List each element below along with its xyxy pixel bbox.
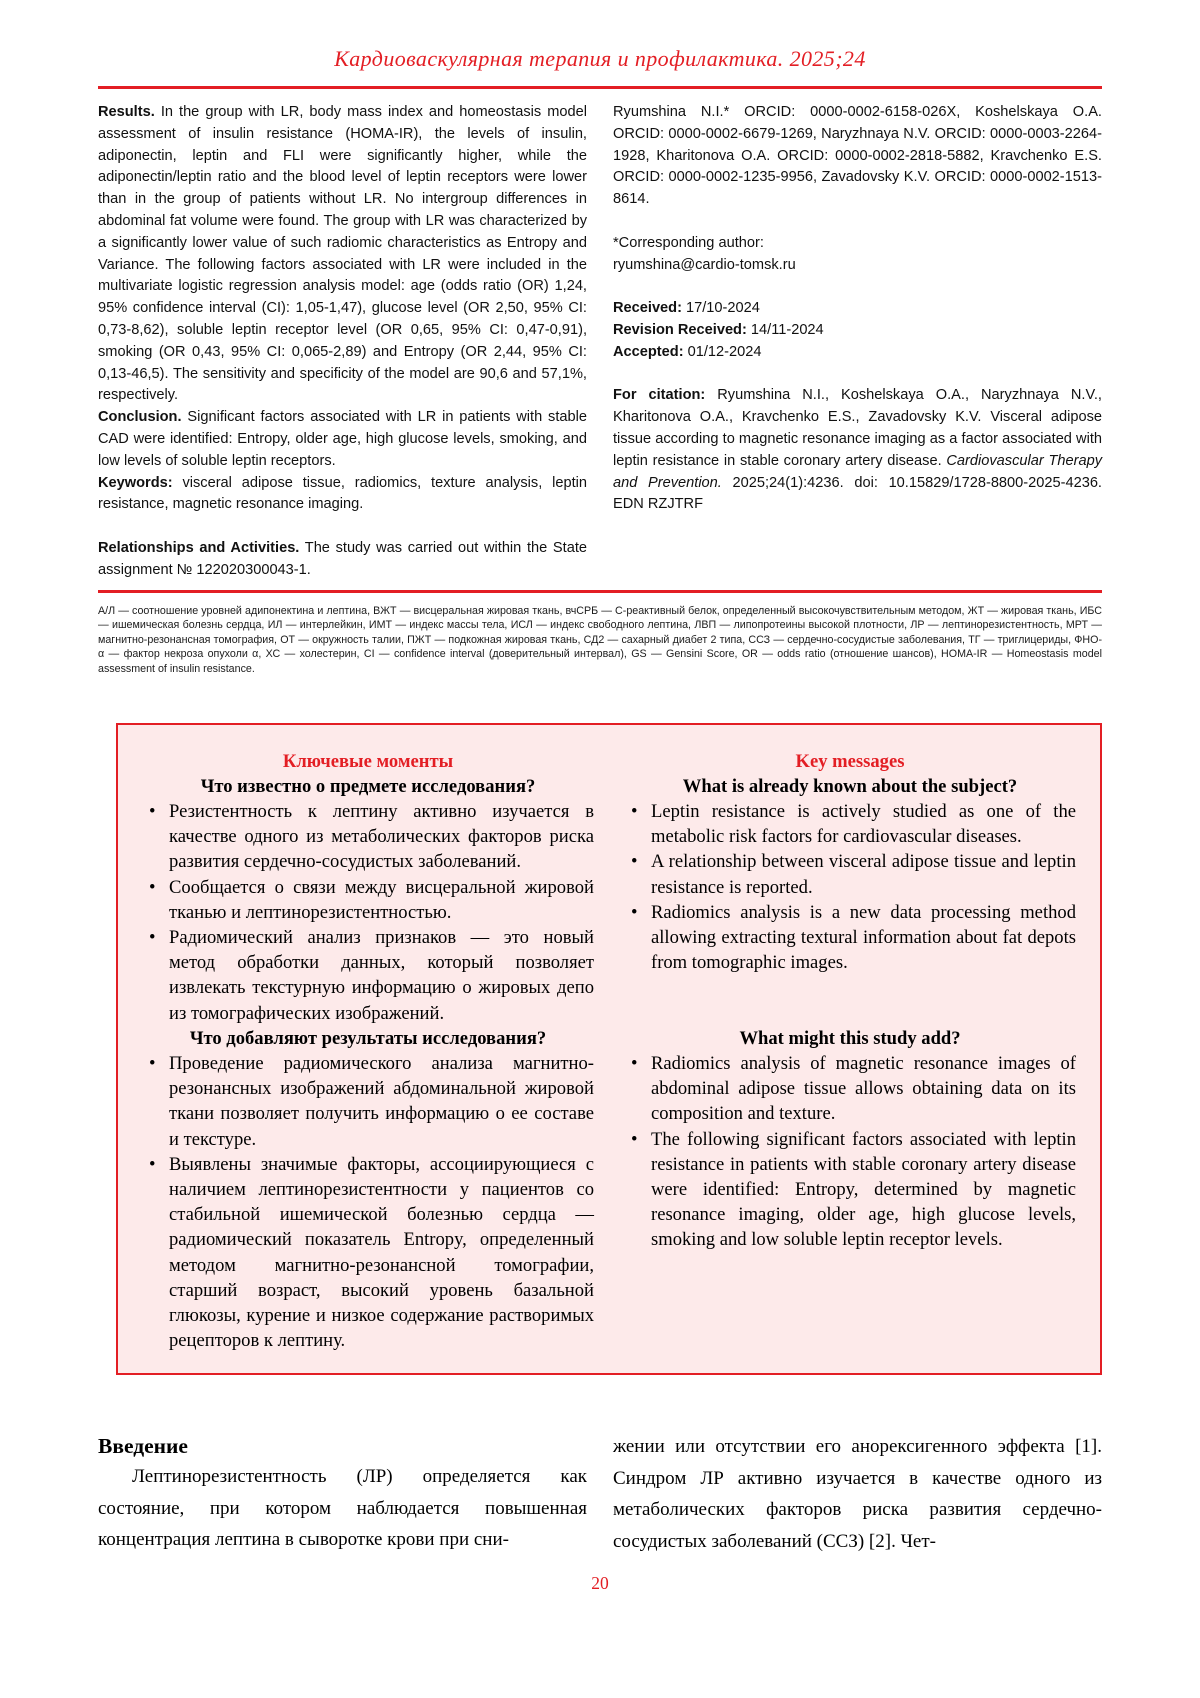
citation-journal-name: Cardiovascular Therapy and Prevention. xyxy=(613,452,1102,491)
key-box-en-question-known: What is already known about the subject? xyxy=(682,775,1018,797)
spacer xyxy=(98,516,587,538)
accepted-line xyxy=(613,342,1102,364)
revision-date: 14/11-2024 xyxy=(750,321,824,338)
introduction-left-column xyxy=(98,1431,587,1557)
key-box-en-add-list xyxy=(624,1051,1076,1253)
bullet-item: • Leptin resistance is actively studied as one of the metabolic risk factors for cardiovascular diseases. xyxy=(624,799,1076,849)
citation-text: Ryumshina N.I., Koshelskaya O.A., Naryzhnaya N.V., Kharitonova O.A., Kravchenko E.S., Zavadovsky K.V. Visceral adipose tissue according to magnetic resonance imaging as a factor associated with leptin resistance in stable coronary artery disease. xyxy=(613,387,1102,469)
introduction-text-right: жении или отсутствии его анорексигенного эффекта [1]. Синдром ЛР активно изучается в качестве одного из метаболических факторов риска развития сердечно-сосудистых заболеваний (ССЗ) [2]. Чет- xyxy=(613,1436,1102,1552)
bullet-item: • Radiomics analysis of magnetic resonance images of abdominal adipose tissue allows obtaining data on its composition and texture. xyxy=(624,1051,1076,1127)
bullet-item: • A relationship between visceral adipose tissue and leptin resistance is reported. xyxy=(624,849,1076,899)
corresponding-author-label: *Corresponding author: xyxy=(613,234,764,251)
key-box-ru-question-known: Что известно о предмете исследования? xyxy=(200,775,536,797)
relationships-label: Relationships and Activities. xyxy=(98,539,300,556)
conclusion-label: Conclusion. xyxy=(98,409,182,426)
page-number: 20 xyxy=(591,1573,609,1594)
abstract-section xyxy=(98,102,1102,582)
citation-doi: 2025;24(1):4236. doi: 10.15829/1728-8800-2025-4236. EDN RZJTRF xyxy=(613,474,1102,513)
received-line xyxy=(613,298,1102,320)
keywords-paragraph xyxy=(98,473,587,517)
relationships-paragraph xyxy=(98,538,587,582)
bullet-item: • Резистентность к лептину активно изучается в качестве одного из метаболических факторов риска развития сердечно-сосудистых заболеваний. xyxy=(142,799,594,875)
spacer xyxy=(613,211,1102,233)
citation-paragraph xyxy=(613,385,1102,516)
abbreviations-paragraph: А/Л — соотношение уровней адипонектина и лептина, ВЖТ — висцеральная жировая ткань, вчСРБ — С-реактивный белок, определенный высокочувствительным методом, ЖТ — жировая ткань, ИБС — ишемическая болезнь сердца, ИЛ — интерлейкин, ИМТ — индекс массы тела, ИСЛ — индекс свободного лептина, ЛВП — липопротеины высокой плотности, ЛР — лептинорезистентность, МРТ — магнитно-резонансная томография, ОТ — окружность талии, ПЖТ — подкожная жировая ткань, СД2 — сахарный диабет 2 типа, ССЗ — сердечно-сосудистые заболевания, ТГ — триглицериды, ФНО-α — фактор некроза опухоли α, ХС — холестерин, CI — confidence interval (доверительный интервал), GS — Gensini Score, OR — odds ratio (отношение шансов), HOMA-IR — Homeostasis model assessment of insulin resistance. xyxy=(98,604,1102,675)
bullet-item: • The following significant factors associated with leptin resistance in patients with stable coronary artery disease were identified: Entropy, determined by magnetic resonance imaging, older age, high glucose levels, smoking and low soluble leptin receptor levels. xyxy=(624,1127,1076,1253)
keywords-text: visceral adipose tissue, radiomics, texture analysis, leptin resistance, magnetic resonance imaging. xyxy=(98,474,588,513)
bullet-item: • Проведение радиомического анализа магнитно-резонансных изображений абдоминальной жировой ткани позволяет получить информацию о ее составе и текстуре. xyxy=(142,1051,594,1152)
journal-title: Кардиоваскулярная терапия и профилактика. 2025;24 xyxy=(334,46,866,71)
bullet-item: • Радиомический анализ признаков — это новый метод обработки данных, который позволяет извлекать текстурную информацию о жировых депо из томографических изображений. xyxy=(142,925,594,1026)
orcid-paragraph: Ryumshina N.I.* ORCID: 0000-0002-6158-026X, Koshelskaya O.A. ORCID: 0000-0002-6679-1269, Naryzhnaya N.V. ORCID: 0000-0003-2264-1928, Kharitonova O.A. ORCID: 0000-0002-2818-5882, Kravchenko E.S. ORCID: 0000-0002-1235-9956, Zavadovsky K.V. ORCID: 0000-0002-1513-8614. xyxy=(613,104,1102,208)
introduction-section xyxy=(98,1431,1102,1557)
results-label: Results. xyxy=(98,104,155,120)
conclusion-text: Significant factors associated with LR in patients with stable CAD were identified: Entropy, older age, high glucose levels, smoking, and low levels of soluble leptin receptors. xyxy=(98,409,588,469)
spacer xyxy=(613,276,1102,298)
bullet-item: • Radiomics analysis is a new data processing method allowing extracting textural information about fat depots from tomographic images. xyxy=(624,900,1076,976)
key-box-en-known-section xyxy=(624,749,1076,1026)
key-box-en-title: Key messages xyxy=(795,750,905,772)
bullet-item: • Выявлены значимые факторы, ассоциирующиеся с наличием лептинорезистентности у пациентов со стабильной ишемической болезнью сердца — радиомический показатель Entropy, определенный методом магнитно-резонансной томографии, старший возраст, высокий уровень базальной глюкозы, курение и низкое содержание растворимых рецепторов к лептину. xyxy=(142,1152,594,1354)
key-box-ru-question-add: Что добавляют результаты исследования? xyxy=(189,1027,547,1049)
header-double-rule xyxy=(98,86,1102,89)
accepted-date: 01/12-2024 xyxy=(687,343,762,360)
key-box-en-known-list xyxy=(624,799,1076,975)
introduction-heading: Введение xyxy=(98,1434,188,1459)
key-box-ru-add-section xyxy=(142,1026,594,1354)
received-label: Received: xyxy=(613,300,682,317)
key-box-ru-title: Ключевые моменты xyxy=(282,750,454,772)
key-box-ru-known-list xyxy=(142,799,594,1026)
accepted-label: Accepted: xyxy=(613,343,684,360)
revision-line xyxy=(613,320,1102,342)
key-box-ru-add-list xyxy=(142,1051,594,1353)
spacer xyxy=(613,364,1102,386)
keywords-label: Keywords: xyxy=(98,474,173,491)
bullet-item: • Сообщается о связи между висцеральной жировой тканью и лептинорезистентностью. xyxy=(142,875,594,925)
conclusion-paragraph xyxy=(98,407,587,472)
key-box-en-add-section xyxy=(624,1026,1076,1354)
citation-label: For citation: xyxy=(613,387,706,404)
key-messages-box xyxy=(116,723,1102,1376)
introduction-text-left: Лептинорезистентность (ЛР) определяется как состояние, при котором наблюдается повышенная концентрация лептина в сыворотке крови при сни- xyxy=(98,1466,587,1551)
introduction-right-column xyxy=(613,1431,1102,1557)
results-text: In the group with LR, body mass index and homeostasis model assessment of insulin resistance (HOMA-IR), the levels of insulin, adiponectin, leptin and FLI were significantly higher, while the adiponectin/leptin ratio and the blood level of leptin receptors were lower than in the group of patients without LR. No intergroup differences in abdominal fat volume were found. The group with LR was characterized by a significantly lower value of such radiomic characteristics as Entropy and Variance. The following factors associated with LR were included in the multivariate logistic regression analysis model: age (odds ratio (OR) 1,24, 95% confidence interval (CI): 1,05-1,47), glucose level (OR 2,50, 95% CI: 0,73-8,62), soluble leptin receptor level (OR 0,65, 95% CI: 0,47-0,91), smoking (OR 0,43, 95% CI: 0,065-2,89) and Entropy (OR 2,44, 95% CI: 0,13-46,5). The sensitivity and specificity of the model are 90,6 and 57,1%, respectively. xyxy=(98,104,587,404)
relationships-text: The study was carried out within the State assignment № 122020300043-1. xyxy=(98,539,587,578)
key-box-ru-known-section xyxy=(142,749,594,1026)
abstract-right-column xyxy=(613,102,1102,582)
received-date: 17/10-2024 xyxy=(686,300,760,317)
abstract-left-column xyxy=(98,102,587,582)
revision-label: Revision Received: xyxy=(613,321,747,338)
corresponding-author-email[interactable]: ryumshina@cardio-tomsk.ru xyxy=(613,256,796,273)
key-box-en-question-add: What might this study add? xyxy=(739,1027,961,1049)
abstract-bottom-rule xyxy=(98,590,1102,593)
results-paragraph xyxy=(98,102,587,407)
